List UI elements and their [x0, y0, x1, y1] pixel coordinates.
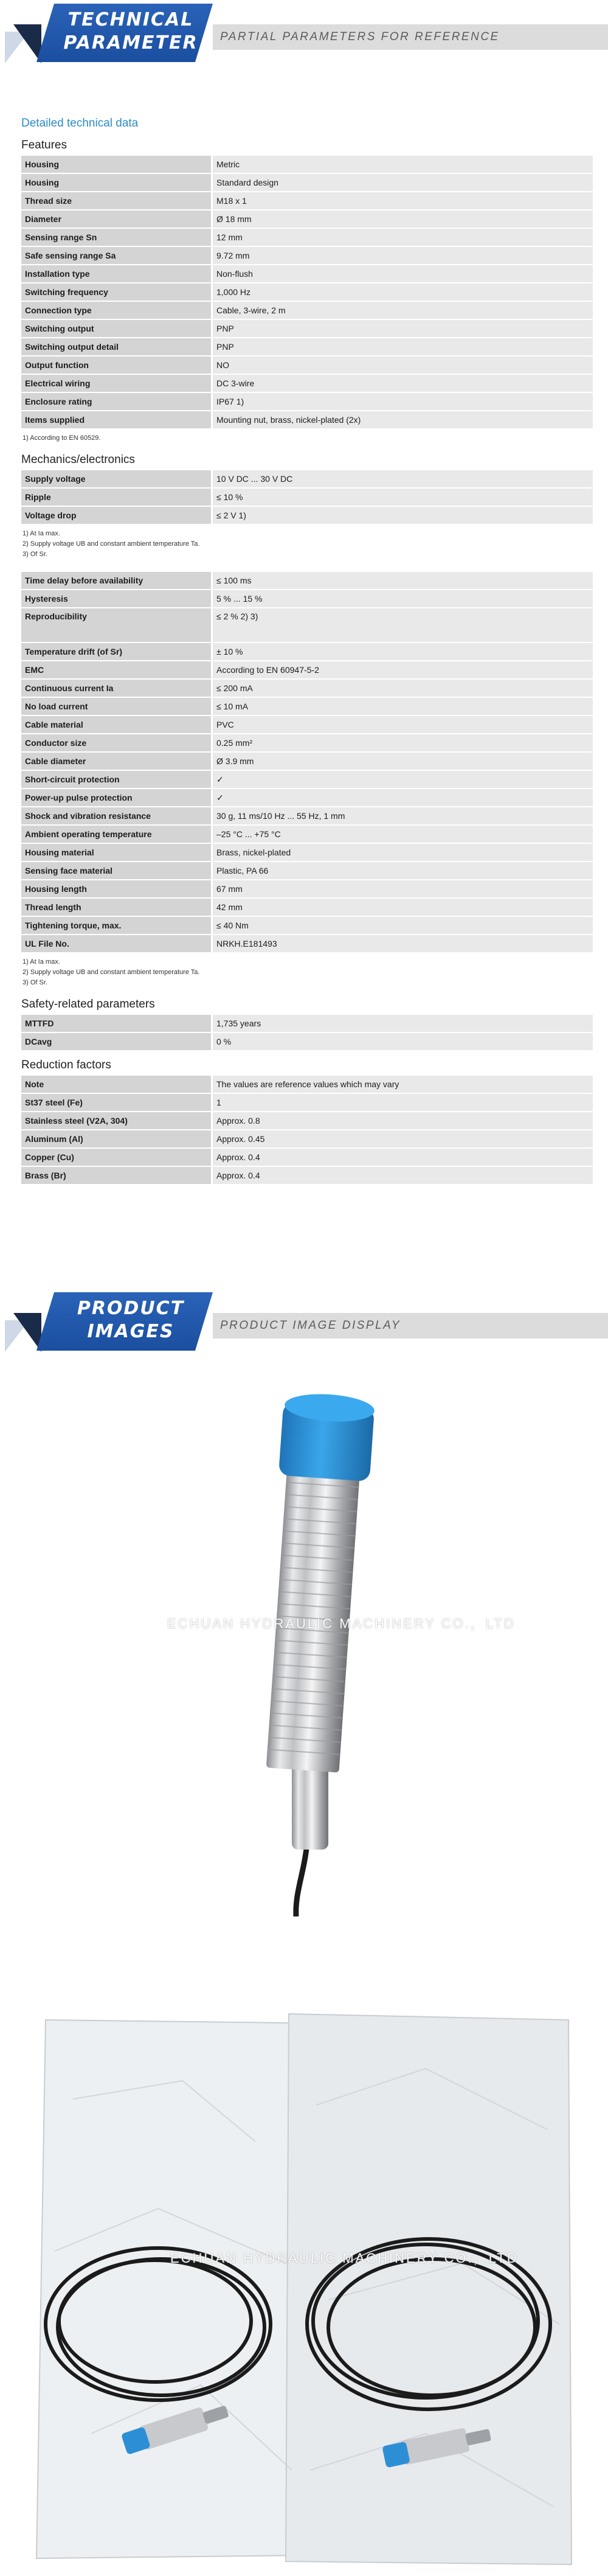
spec-row: [21, 916, 593, 935]
spec-value: 0.25 mm²: [212, 734, 593, 752]
watermark-text: ECHUAN HYDRAULIC MACHINERY CO.，LTD: [170, 2251, 519, 2266]
spec-row: [21, 210, 593, 228]
spec-value: Brass, nickel-plated: [212, 843, 593, 862]
spec-label: Installation type: [21, 265, 212, 283]
spec-row: [21, 807, 593, 825]
spec-label: MTTFD: [21, 1015, 212, 1032]
reduction-title: Reduction factors: [21, 1059, 111, 1071]
spec-row: [21, 843, 593, 862]
product-images-banner: [0, 1289, 608, 1356]
spec-label: Items supplied: [21, 411, 212, 429]
packaged-sensors-illustration: [0, 2008, 608, 2576]
spec-row: [21, 1112, 593, 1130]
spec-value: Ø 3.9 mm: [212, 752, 593, 770]
spec-row: [21, 935, 593, 953]
electrical-notes: [22, 957, 593, 988]
electrical-table: [21, 572, 593, 953]
spec-label: Sensing range Sn: [21, 228, 212, 246]
banner-subtitle: PARTIAL PARAMETERS FOR REFERENCE: [220, 30, 500, 43]
spec-value: Approx. 0.8: [212, 1112, 593, 1130]
spec-value: Approx. 0.45: [212, 1130, 593, 1148]
watermark-text: ECHUAN HYDRAULIC MACHINERY CO.，LTD: [167, 1616, 516, 1631]
safety-title: Safety-related parameters: [21, 998, 155, 1011]
technical-data: [21, 114, 593, 1189]
banner-title-line1: PRODUCT: [77, 1298, 185, 1319]
spec-row: [21, 192, 593, 210]
spec-value: NRKH.E181493: [212, 935, 593, 953]
spec-row: [21, 374, 593, 392]
spec-label: Thread size: [21, 192, 212, 210]
spec-label: Power-up pulse protection: [21, 788, 212, 807]
footnote: 1) At Ia max.: [22, 958, 60, 966]
spec-label: EMC: [21, 661, 212, 679]
spec-value: Mounting nut, brass, nickel-plated (2x): [212, 411, 593, 429]
spec-value: PVC: [212, 715, 593, 734]
features-notes: [22, 433, 593, 444]
spec-row: [21, 572, 593, 590]
spec-value: Metric: [212, 156, 593, 173]
spec-row: [21, 319, 593, 338]
spec-value: 30 g, 11 ms/10 Hz ... 55 Hz, 1 mm: [212, 807, 593, 825]
spec-label: Ambient operating temperature: [21, 825, 212, 843]
spec-value: 1: [212, 1093, 593, 1112]
spec-value: NO: [212, 356, 593, 374]
spec-row: [21, 338, 593, 356]
spec-row: [21, 1032, 593, 1051]
banner-title: [58, 9, 204, 55]
spec-value: IP67 1): [212, 392, 593, 411]
footnote: 1) According to EN 60529.: [22, 434, 101, 442]
spec-value: According to EN 60947-5-2: [212, 661, 593, 679]
spec-label: Switching frequency: [21, 283, 212, 301]
spec-value: ≤ 10 %: [212, 488, 593, 506]
spec-value: 67 mm: [212, 880, 593, 898]
features-title: Features: [21, 139, 67, 151]
spec-label: Temperature drift (of Sr): [21, 642, 212, 661]
spec-row: [21, 173, 593, 192]
spec-row: [21, 411, 593, 429]
banner-title-line2: IMAGES: [87, 1321, 174, 1342]
spec-label: Safe sensing range Sa: [21, 246, 212, 265]
banner-title: [58, 1297, 204, 1343]
spec-value: Plastic, PA 66: [212, 862, 593, 880]
spec-label: Electrical wiring: [21, 374, 212, 392]
spec-label: Copper (Cu): [21, 1148, 212, 1166]
spec-row: [21, 642, 593, 661]
spec-label: Voltage drop: [21, 506, 212, 524]
spec-label: Short-circuit protection: [21, 770, 212, 788]
spec-row: [21, 265, 593, 283]
spec-label: Stainless steel (V2A, 304): [21, 1112, 212, 1130]
spec-label: No load current: [21, 697, 212, 715]
spec-value: ✓: [212, 788, 593, 807]
spec-value: Non-flush: [212, 265, 593, 283]
spec-label: Diameter: [21, 210, 212, 228]
spec-value: ≤ 2 % 2) 3): [212, 608, 593, 642]
spec-label: St37 steel (Fe): [21, 1093, 212, 1112]
spec-row: [21, 1130, 593, 1148]
spec-label: Tightening torque, max.: [21, 916, 212, 935]
spec-row: [21, 1166, 593, 1185]
spec-row: [21, 246, 593, 265]
spec-label: Brass (Br): [21, 1166, 212, 1185]
spec-label: Continuous current Ia: [21, 679, 212, 697]
spec-label: Connection type: [21, 301, 212, 319]
spec-value: ≤ 10 mA: [212, 697, 593, 715]
spec-row: [21, 770, 593, 788]
spec-value: 0 %: [212, 1032, 593, 1051]
spec-row: [21, 392, 593, 411]
spec-value: ± 10 %: [212, 642, 593, 661]
spec-value: 5 % ... 15 %: [212, 590, 593, 608]
spec-label: Output function: [21, 356, 212, 374]
spec-label: DCavg: [21, 1032, 212, 1051]
spec-label: Thread length: [21, 898, 212, 916]
footnote: 3) Of Sr.: [22, 979, 47, 986]
banner-title-line2: PARAMETER: [63, 32, 198, 54]
spec-label: Cable diameter: [21, 752, 212, 770]
technical-parameter-banner: [0, 0, 608, 67]
spec-label: Switching output: [21, 319, 212, 338]
spec-row: [21, 788, 593, 807]
spec-row: [21, 752, 593, 770]
spec-value: PNP: [212, 319, 593, 338]
spec-label: Time delay before availability: [21, 572, 212, 590]
spec-row: [21, 715, 593, 734]
spec-value: ≤ 40 Nm: [212, 916, 593, 935]
spec-label: Note: [21, 1076, 212, 1093]
spec-row: [21, 697, 593, 715]
spec-row: [21, 506, 593, 524]
footnote: 2) Supply voltage UB and constant ambient temperature Ta.: [22, 540, 200, 548]
spec-value: 1,000 Hz: [212, 283, 593, 301]
spec-value: 9.72 mm: [212, 246, 593, 265]
spec-row: [21, 734, 593, 752]
spec-value: PNP: [212, 338, 593, 356]
spec-row: [21, 156, 593, 173]
spec-value: Standard design: [212, 173, 593, 192]
spec-value: 10 V DC ... 30 V DC: [212, 470, 593, 488]
spec-value: Approx. 0.4: [212, 1148, 593, 1166]
banner-title-line1: TECHNICAL: [67, 9, 194, 30]
spec-value: Approx. 0.4: [212, 1166, 593, 1185]
spec-label: Ripple: [21, 488, 212, 506]
spec-row: [21, 301, 593, 319]
mechanics-title: Mechanics/electronics: [21, 453, 135, 466]
spec-label: Hysteresis: [21, 590, 212, 608]
footnote: 3) Of Sr.: [22, 551, 47, 558]
product-photo-packaged: [0, 2008, 608, 2576]
spec-value: Ø 18 mm: [212, 210, 593, 228]
spec-row: [21, 1148, 593, 1166]
banner-subtitle: PRODUCT IMAGE DISPLAY: [220, 1319, 401, 1332]
spec-label: Housing: [21, 156, 212, 173]
spec-row: [21, 898, 593, 916]
safety-table: [21, 1015, 593, 1051]
footnote: 2) Supply voltage UB and constant ambient temperature Ta.: [22, 969, 200, 976]
spec-row: [21, 228, 593, 246]
spec-row: [21, 679, 593, 697]
spec-value: 42 mm: [212, 898, 593, 916]
sensor-illustration: [0, 1369, 608, 1916]
product-photo-sensor: [0, 1369, 608, 1916]
spec-label: Reproducibility: [21, 608, 212, 642]
spec-label: Enclosure rating: [21, 392, 212, 411]
spec-value: The values are reference values which may vary: [212, 1076, 593, 1093]
spec-value: Cable, 3-wire, 2 m: [212, 301, 593, 319]
spec-value: ≤ 100 ms: [212, 572, 593, 590]
mechanics-table: [21, 470, 593, 525]
spec-row: [21, 1093, 593, 1112]
spec-label: UL File No.: [21, 935, 212, 953]
spec-label: Aluminum (Al): [21, 1130, 212, 1148]
spec-row: [21, 470, 593, 488]
spec-value: 12 mm: [212, 228, 593, 246]
page-heading: Detailed technical data: [21, 117, 139, 130]
spec-row: [21, 825, 593, 843]
spec-value: 1,735 years: [212, 1015, 593, 1032]
spec-label: Housing material: [21, 843, 212, 862]
spec-row: [21, 488, 593, 506]
reduction-table: [21, 1076, 593, 1185]
spec-value: M18 x 1: [212, 192, 593, 210]
spec-label: Supply voltage: [21, 470, 212, 488]
spec-row: [21, 608, 593, 642]
spec-label: Sensing face material: [21, 862, 212, 880]
spec-label: Shock and vibration resistance: [21, 807, 212, 825]
spec-value: ≤ 200 mA: [212, 679, 593, 697]
spec-label: Switching output detail: [21, 338, 212, 356]
mechanics-notes: [22, 529, 593, 560]
spec-label: Housing length: [21, 880, 212, 898]
features-table: [21, 156, 593, 430]
spec-row: [21, 880, 593, 898]
spec-value: –25 °C ... +75 °C: [212, 825, 593, 843]
spec-row: [21, 1076, 593, 1093]
spec-value: DC 3-wire: [212, 374, 593, 392]
spec-label: Housing: [21, 173, 212, 192]
spec-row: [21, 283, 593, 301]
spec-label: Conductor size: [21, 734, 212, 752]
spec-row: [21, 590, 593, 608]
spec-value: ✓: [212, 770, 593, 788]
spec-row: [21, 661, 593, 679]
spec-row: [21, 356, 593, 374]
spec-row: [21, 862, 593, 880]
footnote: 1) At Ia max.: [22, 530, 60, 537]
spec-label: Cable material: [21, 715, 212, 734]
spec-value: ≤ 2 V 1): [212, 506, 593, 524]
spec-row: [21, 1015, 593, 1032]
